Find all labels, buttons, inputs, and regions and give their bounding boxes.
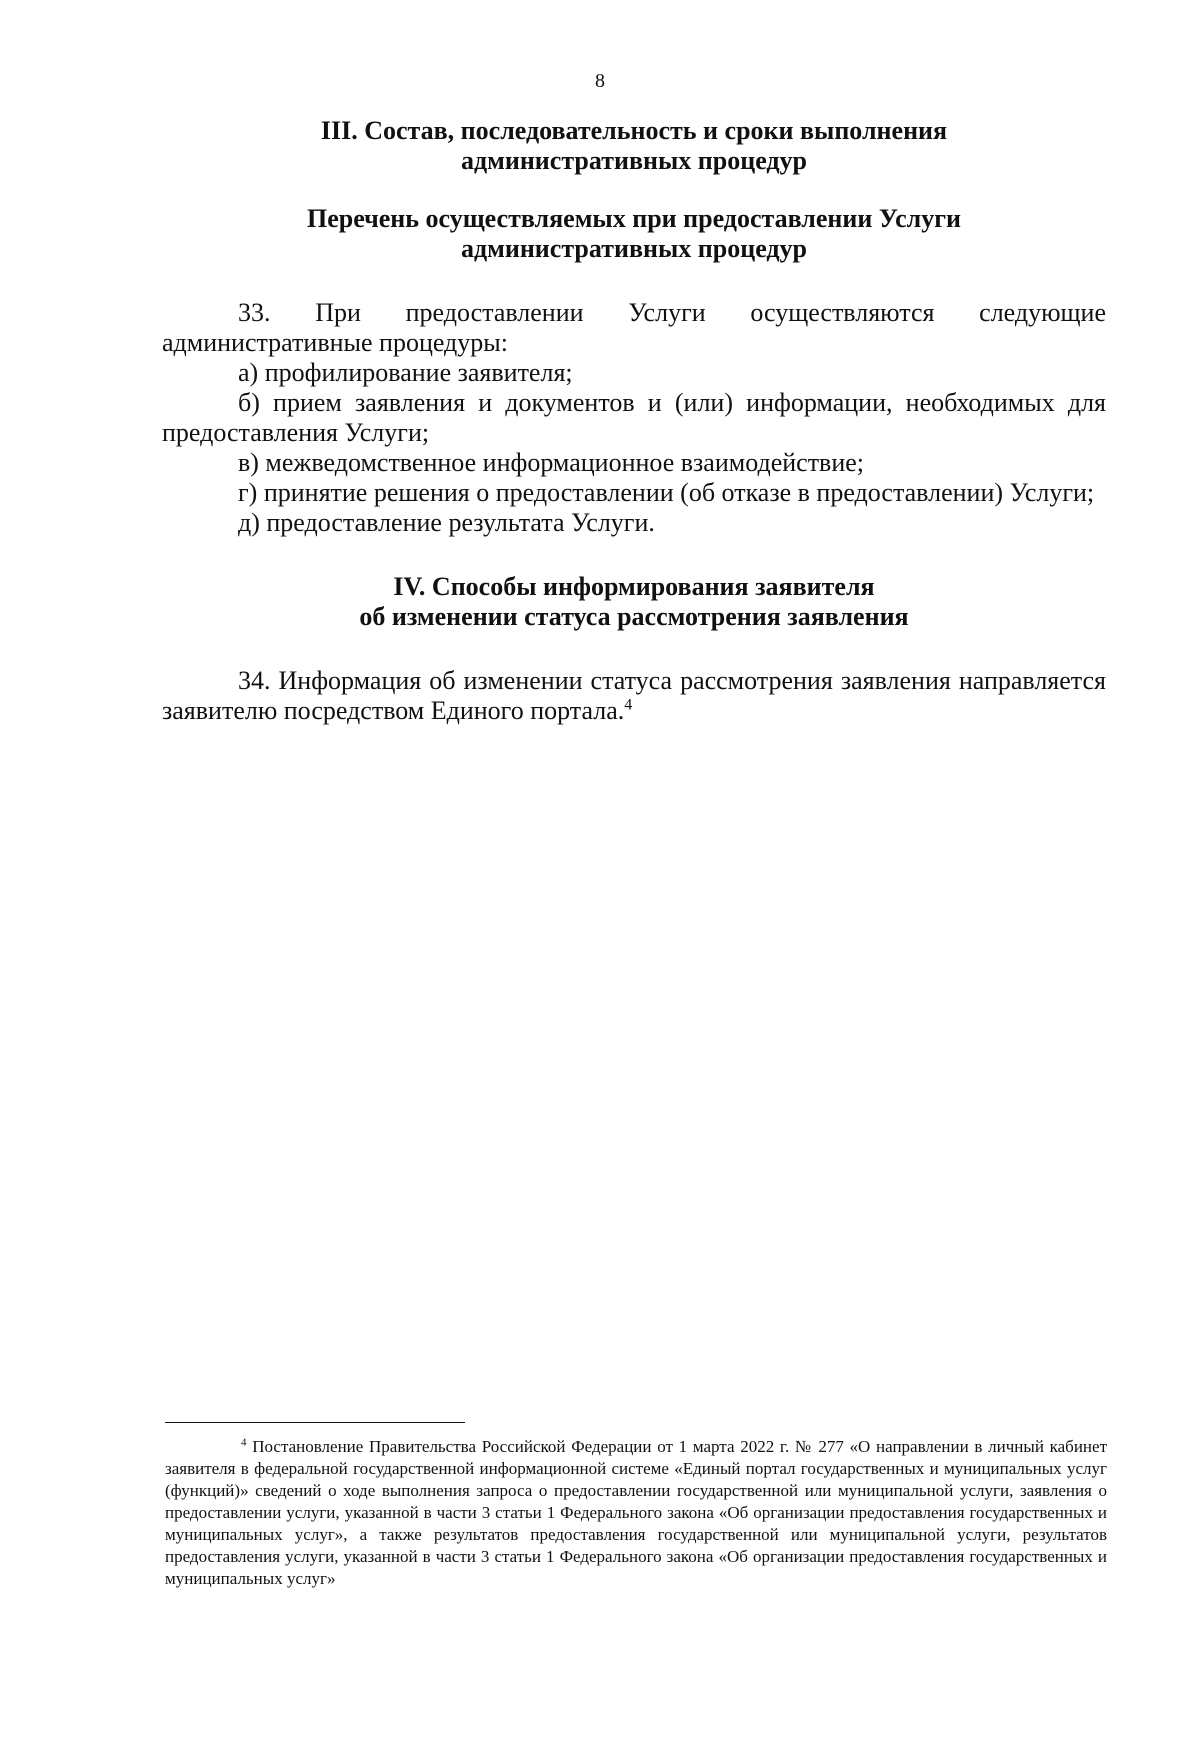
paragraph-33-intro: 33. При предоставлении Услуги осуществляются следующие административные процедуры:	[162, 298, 1106, 357]
list-item: а) профилирование заявителя;	[238, 358, 573, 387]
paragraph-34-text: 34. Информация об изменении статуса рассмотрения заявления направляется заявителю посредством Единого портала.	[162, 666, 1106, 725]
list-item: д) предоставление результата Услуги.	[238, 508, 655, 537]
footnote-divider	[165, 1422, 465, 1423]
section-3-title	[162, 116, 1106, 176]
section-3-subtitle-line-2: административных процедур	[460, 234, 808, 263]
paragraph-34	[162, 666, 1106, 726]
list-item: в) межведомственное информационное взаимодействие;	[238, 448, 865, 477]
footnote-reference: 4	[624, 696, 633, 714]
section-3-subtitle	[162, 204, 1106, 264]
section-3-title-line-1: III. Состав, последовательность и сроки выполнения	[320, 116, 948, 145]
section-3-subtitle-line-1: Перечень осуществляемых при предоставлении Услуги	[306, 204, 962, 233]
section-4-title	[162, 572, 1106, 632]
document-body	[162, 116, 1106, 726]
footnote-text: Постановление Правительства Российской Федерации от 1 марта 2022 г. № 277 «О направлении в личный кабинет заявителя в федеральной государственной информационной системе «Единый портал государственных и муниципальных услуг (функций)» сведений о ходе выполнения запроса о предоставлении государственной или муниципальной услуги, заявления о предоставлении услуги, указанной в части 3 статьи 1 Федерального закона «Об организации предоставления государственных и муниципальных услуг», а также результатов предоставления государственной или муниципальной услуги, результатов предоставления услуги, указанной в части 3 статьи 1 Федерального закона «Об организации предоставления государственных и муниципальных услуг»	[165, 1437, 1108, 1588]
footnote	[165, 1436, 1107, 1590]
footnote-marker: 4	[241, 1436, 247, 1449]
list-item: б) прием заявления и документов и (или) информации, необходимых для предоставления Услуги;	[162, 388, 1106, 447]
list-item: г) принятие решения о предоставлении (об отказе в предоставлении) Услуги;	[238, 478, 1095, 507]
page-number: 8	[595, 70, 605, 92]
section-4-title-line-2: об изменении статуса рассмотрения заявления	[359, 602, 909, 631]
section-3-title-line-2: административных процедур	[460, 146, 808, 175]
section-4-title-line-1: IV. Способы информирования заявителя	[393, 572, 875, 601]
